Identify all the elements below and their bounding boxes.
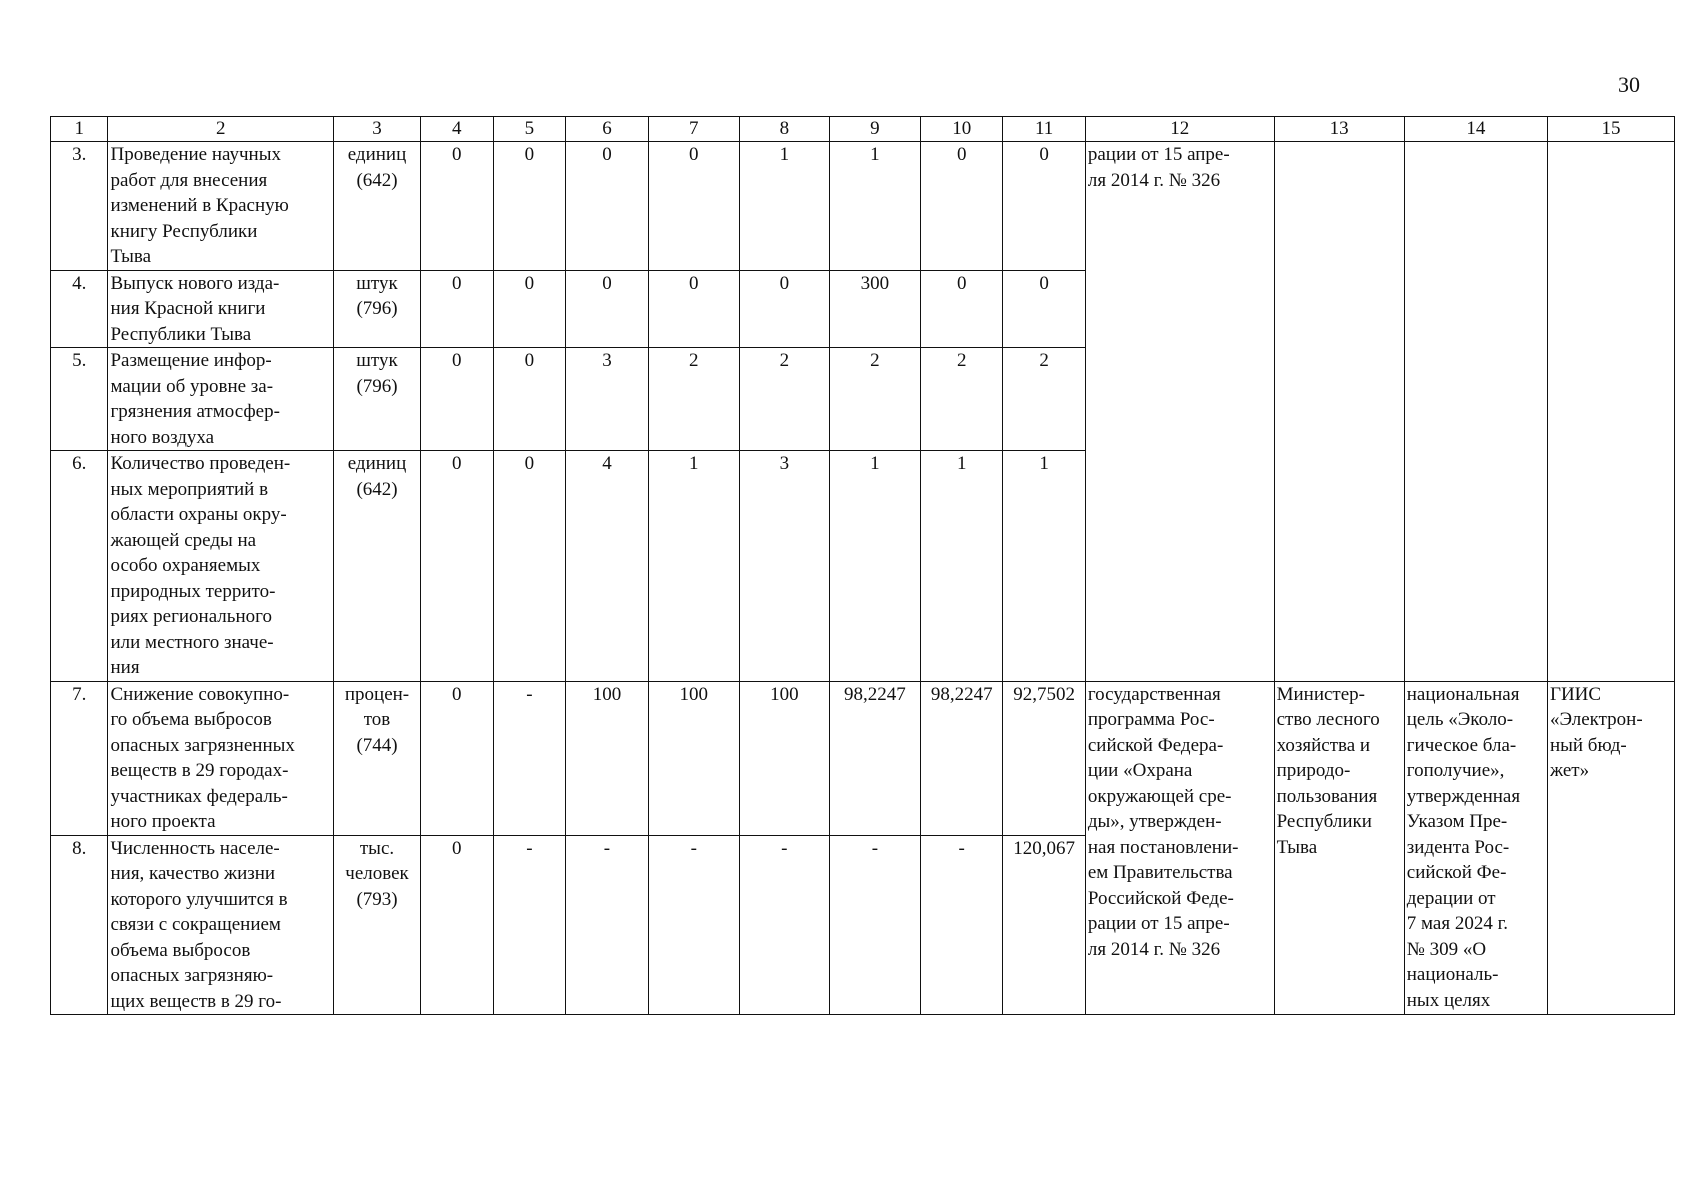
value-cell: -	[829, 835, 920, 1015]
indicators-table	[50, 116, 1675, 1015]
indicator-name-line: участниках федераль-	[110, 785, 288, 807]
value-cell: 100	[648, 681, 739, 835]
indicator-name-line: мации об уровне за-	[110, 375, 274, 397]
value-cell: 1	[1003, 451, 1085, 682]
column-number: 6	[566, 117, 648, 142]
table-row	[51, 142, 1675, 271]
indicator-name-line: работ для внесения	[110, 169, 268, 191]
info-system-cell-line: «Электрон-	[1549, 709, 1643, 730]
row-number: 8.	[51, 835, 108, 1015]
unit-of-measure	[334, 348, 421, 451]
responsible-cell-line: ство лесного	[1276, 709, 1380, 730]
unit-of-measure	[334, 835, 421, 1015]
row-number: 3.	[51, 142, 108, 271]
unit-of-measure	[334, 681, 421, 835]
program-reference-cell	[1085, 142, 1274, 682]
value-cell: 0	[493, 451, 566, 682]
value-cell: 0	[420, 142, 493, 271]
value-cell: 0	[420, 451, 493, 682]
unit-of-measure	[334, 451, 421, 682]
indicator-name-line: ния Красной книги	[110, 298, 266, 319]
column-number: 1	[51, 117, 108, 142]
value-cell: 0	[648, 270, 739, 348]
info-system-cell	[1547, 681, 1674, 1015]
indicator-name-line: особо охраняемых	[110, 555, 261, 576]
national-goal-cell-line: гополучие»,	[1406, 760, 1505, 781]
national-goal-cell-line: цель «Эколо-	[1406, 709, 1514, 730]
indicator-name-line: ного проекта	[110, 811, 216, 832]
value-cell: 2	[829, 348, 920, 451]
value-cell: 100	[739, 681, 829, 835]
program-reference-cell-line: окружающей сре-	[1087, 785, 1232, 807]
program-reference-cell-line: программа Рос-	[1087, 709, 1215, 730]
value-cell: 0	[1003, 142, 1085, 271]
indicator-name	[108, 270, 334, 348]
indicator-name-line: изменений в Красную	[110, 195, 289, 216]
unit-of-measure-line: (793)	[356, 888, 398, 910]
value-cell: 92,7502	[1003, 681, 1085, 835]
indicator-name	[108, 681, 334, 835]
national-goal-cell-line: № 309 «О	[1406, 938, 1487, 960]
indicator-name-line: Снижение совокупно-	[110, 683, 290, 705]
column-number-row	[51, 117, 1675, 142]
value-cell: 0	[566, 270, 648, 348]
value-cell: 1	[920, 451, 1002, 682]
column-number: 12	[1085, 117, 1274, 142]
value-cell: 4	[566, 451, 648, 682]
value-cell: 0	[566, 142, 648, 271]
column-number: 7	[648, 117, 739, 142]
value-cell: -	[493, 835, 566, 1015]
indicator-name-line: или местного значе-	[110, 631, 274, 653]
program-reference-cell-line: ля 2014 г. № 326	[1087, 169, 1221, 191]
responsible-cell-line: Республики	[1276, 811, 1372, 832]
value-cell: 1	[739, 142, 829, 271]
indicator-name-line: грязнения атмосфер-	[110, 401, 280, 422]
national-goal-cell-line: утвержденная	[1406, 785, 1521, 807]
column-number: 8	[739, 117, 829, 142]
program-reference-cell-line: ля 2014 г. № 326	[1087, 938, 1221, 960]
value-cell: 0	[493, 348, 566, 451]
responsible-cell-line: хозяйства и	[1276, 734, 1371, 756]
value-cell: 0	[493, 270, 566, 348]
table-row	[51, 681, 1675, 835]
indicator-name-line: ния, качество жизни	[110, 863, 276, 884]
indicator-name-line: книгу Республики	[110, 220, 258, 242]
column-number: 9	[829, 117, 920, 142]
unit-of-measure-line: штук	[356, 272, 398, 294]
responsible-cell	[1274, 681, 1404, 1015]
indicator-name-line: Количество проведен-	[110, 453, 291, 474]
indicator-name	[108, 451, 334, 682]
row-number: 4.	[51, 270, 108, 348]
responsible-cell-line: Министер-	[1276, 683, 1365, 705]
column-number: 5	[493, 117, 566, 142]
national-goal-cell-line: национальная	[1406, 683, 1520, 705]
responsible-cell-line: пользования	[1276, 785, 1378, 807]
info-system-cell-line: ный бюд-	[1549, 734, 1627, 756]
indicator-name-line: природных террито-	[110, 580, 276, 602]
program-reference-cell-line: рации от 15 апре-	[1087, 144, 1230, 165]
value-cell: 98,2247	[829, 681, 920, 835]
value-cell: 0	[648, 142, 739, 271]
program-reference-cell-line: ная постановлени-	[1087, 836, 1239, 858]
column-number: 14	[1404, 117, 1547, 142]
column-number: 15	[1547, 117, 1674, 142]
indicator-name-line: Тыва	[110, 246, 152, 267]
unit-of-measure-line: тыс.	[359, 837, 395, 859]
unit-of-measure-line: (642)	[356, 169, 398, 191]
value-cell: 2	[920, 348, 1002, 451]
column-number: 13	[1274, 117, 1404, 142]
column-number: 3	[334, 117, 421, 142]
unit-of-measure-line: (796)	[356, 298, 398, 319]
value-cell: 2	[739, 348, 829, 451]
value-cell: 0	[493, 142, 566, 271]
indicator-name-line: ных мероприятий в	[110, 478, 269, 500]
column-number: 10	[920, 117, 1002, 142]
national-goal-cell-line: ных целях	[1406, 989, 1491, 1011]
indicator-name	[108, 348, 334, 451]
value-cell: 98,2247	[920, 681, 1002, 835]
info-system-cell-line: ГИИС	[1549, 683, 1602, 705]
indicator-name-line: связи с сокращением	[110, 914, 281, 935]
indicator-name-line: области охраны окру-	[110, 504, 287, 525]
national-goal-cell-line: гическое бла-	[1406, 734, 1517, 756]
indicator-name-line: ного воздуха	[110, 426, 215, 448]
value-cell: 1	[829, 451, 920, 682]
value-cell: 300	[829, 270, 920, 348]
indicator-name	[108, 142, 334, 271]
value-cell: 1	[829, 142, 920, 271]
indicator-name-line: Выпуск нового изда-	[110, 272, 280, 294]
indicator-name-line: которого улучшится в	[110, 888, 288, 910]
unit-of-measure-line: (744)	[356, 734, 398, 756]
indicator-name-line: ния	[110, 657, 140, 678]
value-cell: 0	[420, 348, 493, 451]
indicator-name-line: щих веществ в 29 го-	[110, 990, 282, 1012]
national-goal-cell-line: сийской Фе-	[1406, 862, 1507, 883]
indicator-name-line: Численность населе-	[110, 837, 280, 859]
info-system-cell-line: жет»	[1549, 760, 1590, 781]
value-cell: -	[739, 835, 829, 1015]
value-cell: 1	[648, 451, 739, 682]
value-cell: 0	[420, 835, 493, 1015]
value-cell: -	[493, 681, 566, 835]
responsible-cell-line: природо-	[1276, 760, 1351, 781]
value-cell: 0	[420, 270, 493, 348]
program-reference-cell-line: Российской Феде-	[1087, 887, 1234, 909]
value-cell: 3	[566, 348, 648, 451]
indicator-name-line: жающей среды на	[110, 529, 257, 551]
value-cell: 2	[648, 348, 739, 451]
indicator-name-line: Республики Тыва	[110, 323, 252, 345]
row-number: 5.	[51, 348, 108, 451]
indicator-name	[108, 835, 334, 1015]
indicator-name-line: Размещение инфор-	[110, 350, 272, 371]
unit-of-measure-line: штук	[356, 350, 398, 371]
value-cell: 3	[739, 451, 829, 682]
program-reference-cell-line: рации от 15 апре-	[1087, 913, 1230, 934]
indicator-name-line: объема выбросов	[110, 939, 251, 961]
national-goal-cell-line: дерации от	[1406, 887, 1496, 909]
unit-of-measure	[334, 270, 421, 348]
value-cell: -	[648, 835, 739, 1015]
info-system-cell	[1547, 142, 1674, 682]
indicator-name-line: Проведение научных	[110, 144, 281, 165]
unit-of-measure	[334, 142, 421, 271]
responsible-cell-line: Тыва	[1276, 836, 1318, 858]
program-reference-cell-line: ды», утвержден-	[1087, 811, 1222, 832]
value-cell: 0	[920, 270, 1002, 348]
unit-of-measure-line: процен-	[344, 683, 410, 705]
value-cell: 0	[739, 270, 829, 348]
unit-of-measure-line: человек	[345, 863, 409, 884]
indicator-name-line: риях регионального	[110, 606, 272, 627]
responsible-cell	[1274, 142, 1404, 682]
indicator-name-line: го объема выбросов	[110, 709, 272, 730]
unit-of-measure-line: (796)	[356, 375, 398, 397]
row-number: 6.	[51, 451, 108, 682]
column-number: 2	[108, 117, 334, 142]
unit-of-measure-line: единиц	[347, 453, 407, 474]
row-number: 7.	[51, 681, 108, 835]
value-cell: 0	[420, 681, 493, 835]
national-goal-cell-line: националь-	[1406, 964, 1499, 985]
column-number: 4	[420, 117, 493, 142]
value-cell: 100	[566, 681, 648, 835]
value-cell: 120,067	[1003, 835, 1085, 1015]
national-goal-cell-line: Указом Пре-	[1406, 811, 1508, 832]
national-goal-cell-line: 7 мая 2024 г.	[1406, 913, 1508, 934]
program-reference-cell-line: ем Правительства	[1087, 862, 1233, 883]
unit-of-measure-line: тов	[363, 709, 391, 730]
value-cell: 0	[1003, 270, 1085, 348]
value-cell: -	[920, 835, 1002, 1015]
national-goal-cell	[1404, 681, 1547, 1015]
unit-of-measure-line: (642)	[356, 478, 398, 500]
page-number: 30	[1618, 72, 1640, 97]
program-reference-cell-line: ции «Охрана	[1087, 760, 1193, 781]
program-reference-cell-line: государственная	[1087, 683, 1221, 705]
national-goal-cell-line: зидента Рос-	[1406, 836, 1510, 858]
national-goal-cell	[1404, 142, 1547, 682]
program-reference-cell	[1085, 681, 1274, 1015]
indicator-name-line: опасных загрязняю-	[110, 965, 274, 986]
column-number: 11	[1003, 117, 1085, 142]
value-cell: -	[566, 835, 648, 1015]
indicator-name-line: веществ в 29 городах-	[110, 760, 289, 781]
indicator-name-line: опасных загрязненных	[110, 734, 295, 756]
value-cell: 0	[920, 142, 1002, 271]
program-reference-cell-line: сийской Федера-	[1087, 734, 1224, 756]
value-cell: 2	[1003, 348, 1085, 451]
unit-of-measure-line: единиц	[347, 144, 407, 165]
